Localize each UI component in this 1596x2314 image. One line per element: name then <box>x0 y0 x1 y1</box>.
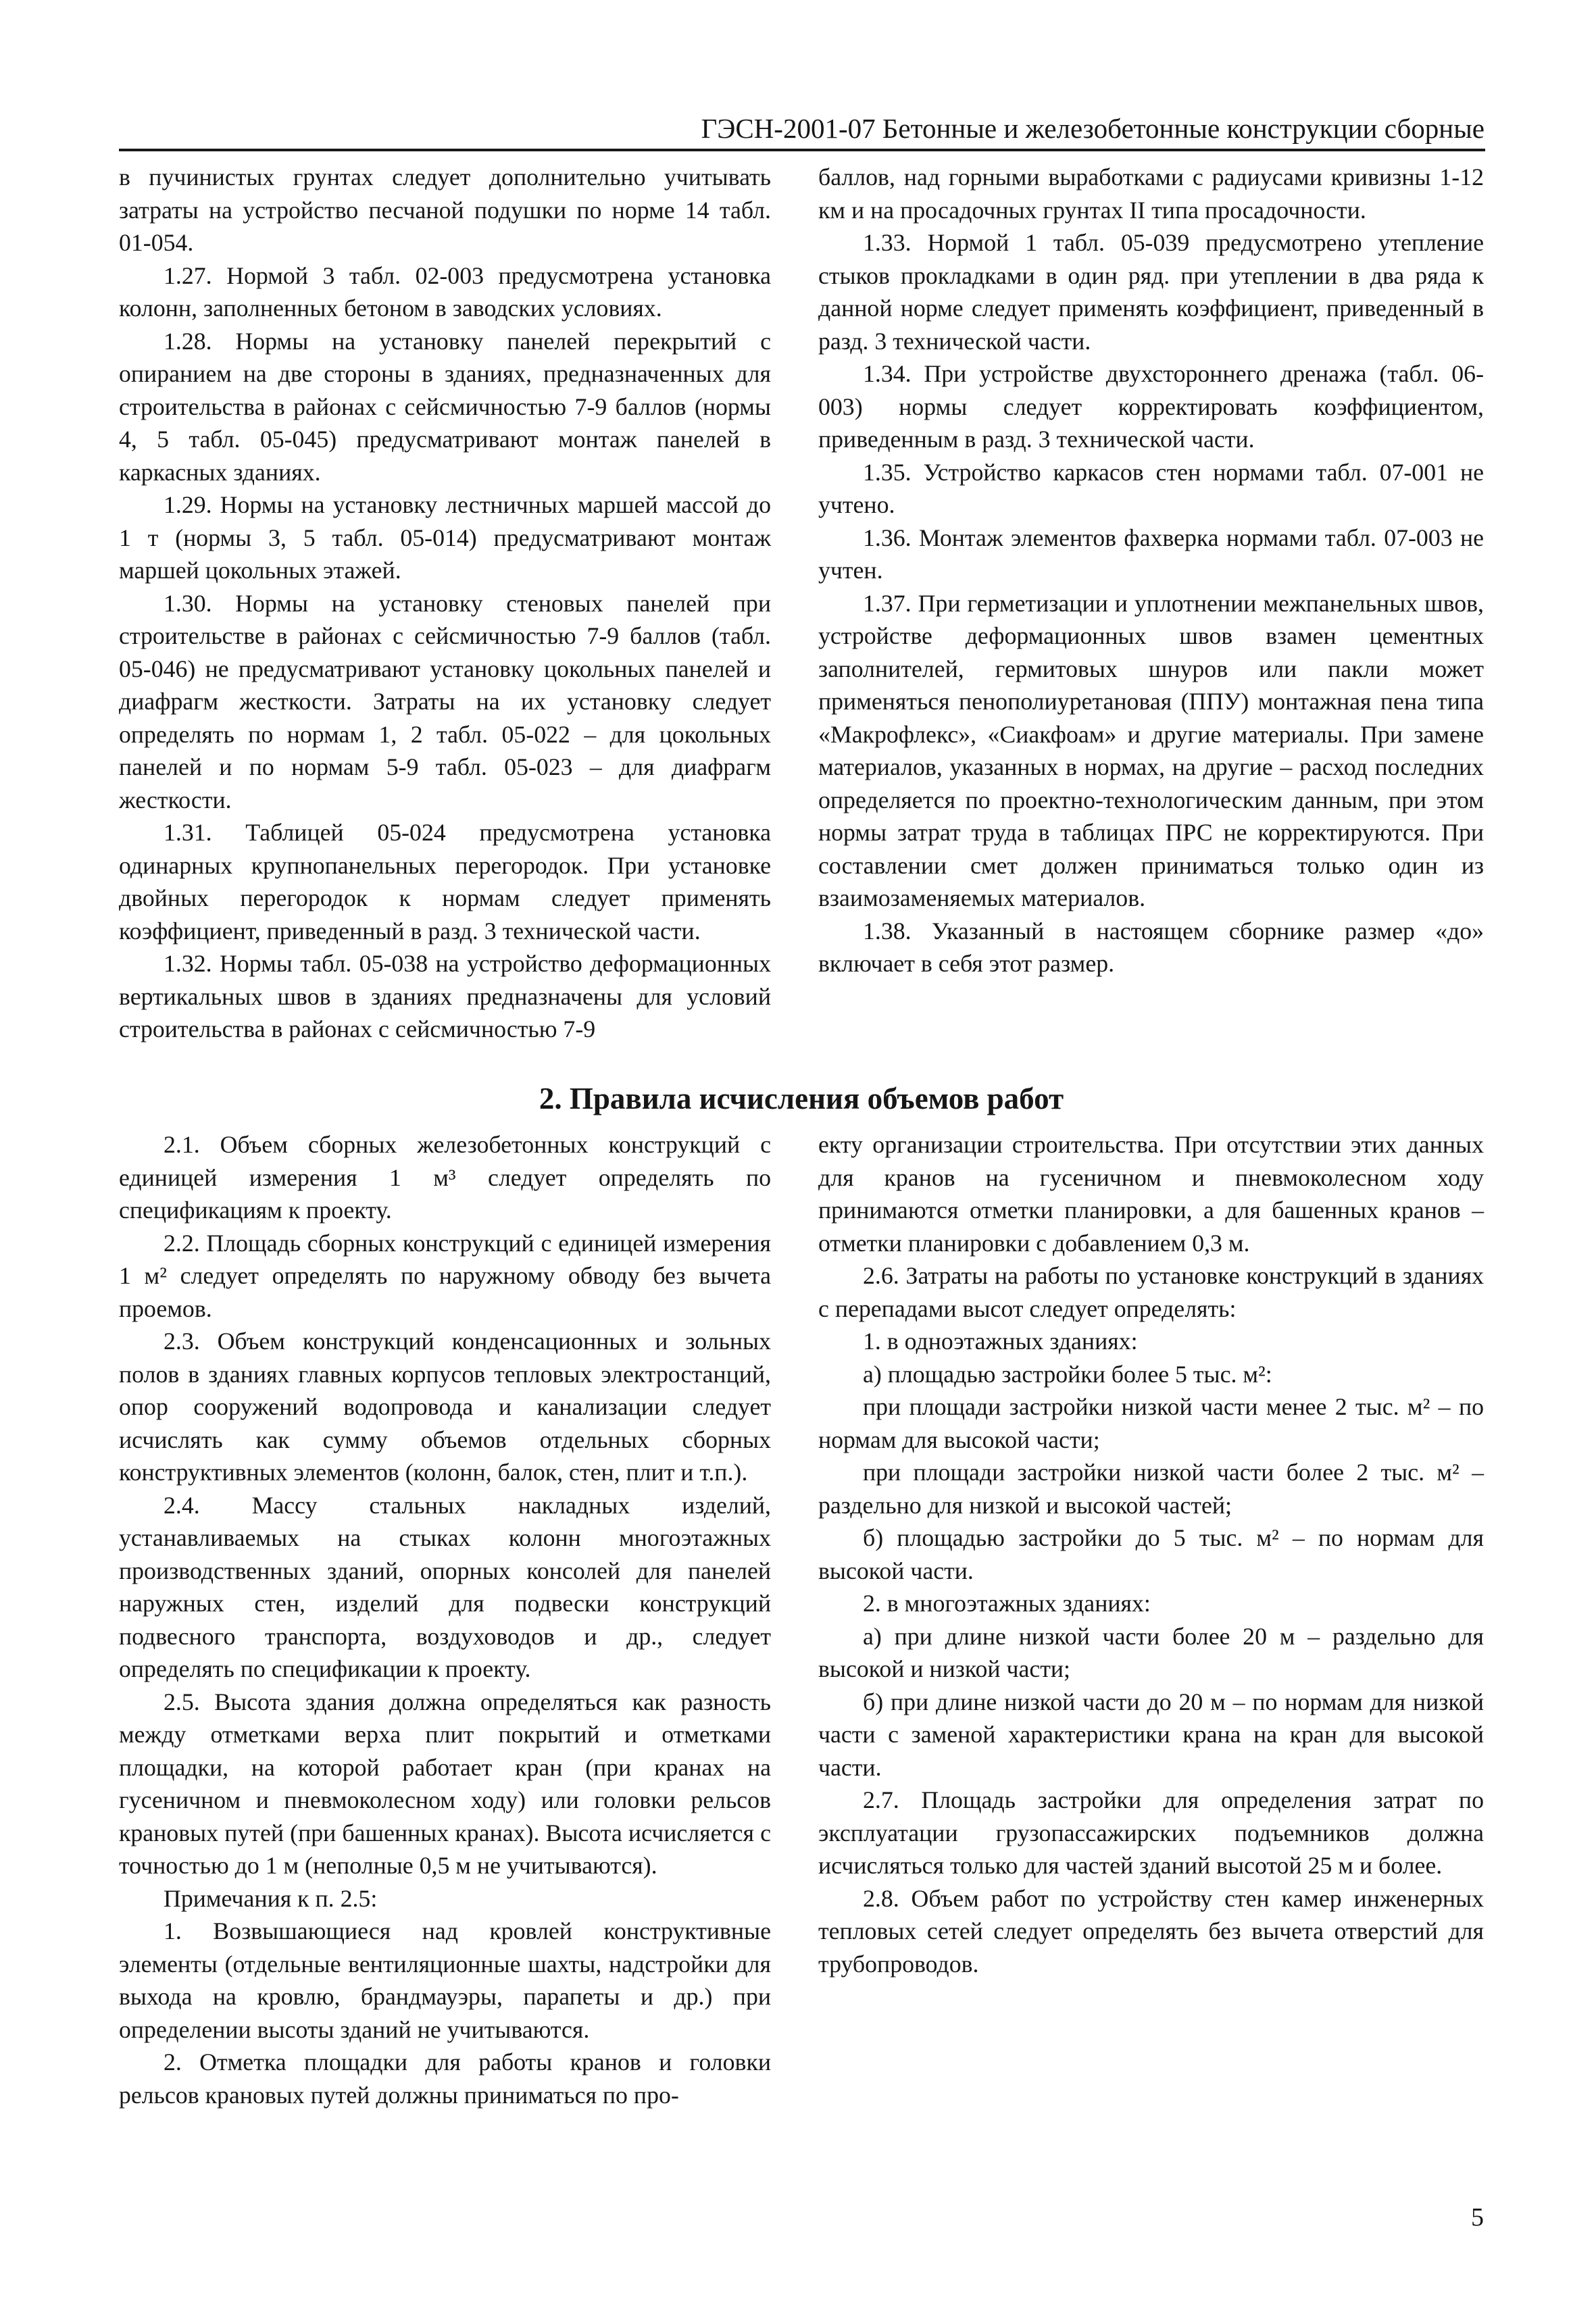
paragraph-2-2: 2.2. Площадь сборных конструкций с единицей измерения 1 м² следует определять по наружному обводу без вычета проемов. <box>119 1229 771 1322</box>
running-header: ГЭСН-2001-07 Бетонные и железобетонные конструкции сборные <box>701 113 1485 144</box>
paragraph-1-36: 1.36. Монтаж элементов фахверка нормами табл. 07-003 не учтен. <box>818 524 1484 584</box>
notes-heading: Примечания к п. 2.5: <box>164 1884 378 1912</box>
paragraph-1-27: 1.27. Нормой 3 табл. 02-003 предусмотрена установка колонн, заполненных бетоном в заводских условиях. <box>119 261 771 322</box>
paragraph-1-38: 1.38. Указанный в настоящем сборнике размер «до» включает в себя этот размер. <box>818 917 1484 977</box>
paragraph-2-1: 2.1. Объем сборных железобетонных конструкций с единицей измерения 1 м³ следует определять по спецификациям к проекту. <box>119 1131 771 1224</box>
paragraph-2-3: 2.3. Объем конструкций конденсационных и зольных полов в зданиях главных корпусов тепловых электростанций, опор сооружений водопровода и канализации следует исчислять как сумму объемов отдельных сборных конструктивных элементов (колонн, балок, стен, плит и т.п.). <box>119 1328 771 1486</box>
page-number: 5 <box>1471 2203 1484 2232</box>
paragraph-1-34: 1.34. При устройстве двухстороннего дренажа (табл. 06-003) нормы следует корректировать коэффициентом, приведенным в разд. 3 технической части. <box>818 360 1484 453</box>
paragraph-1-28: 1.28. Нормы на установку панелей перекрытий с опиранием на две стороны в зданиях, предназначенных для строительства в районах с сейсмичностью 7-9 баллов (нормы 4, 5 табл. 05-045) предусматривают монтаж панелей в каркасных зданиях. <box>119 327 771 486</box>
header-rule <box>119 149 1485 151</box>
paragraph-2-8: 2.8. Объем работ по устройству стен камер инженерных тепловых сетей следует определять без вычета отверстий для трубопроводов. <box>818 1884 1484 1978</box>
item-multi-storey: 2. в многоэтажных зданиях: <box>863 1590 1151 1617</box>
top-right-column <box>818 161 1484 980</box>
paragraph-1-29: 1.29. Нормы на установку лестничных маршей массой до 1 т (нормы 3, 5 табл. 05-014) предусматривают монтаж маршей цокольных этажей. <box>119 491 771 584</box>
section-title: 2. Правила исчисления объемов работ <box>539 1082 1064 1115</box>
paragraph-1-31: 1.31. Таблицей 05-024 предусмотрена установка одинарных крупнопанельных перегородок. При установке двойных перегородок к нормам следует применять коэффициент, приведенный в разд. 3 технической части. <box>119 819 771 945</box>
paragraph-2-5: 2.5. Высота здания должна определяться как разность между отметками верха плит покрытий и отметками площадки, на которой работает кран (при кранах на гусеничном и пневмоколесном ходу) или головки рельсов крановых путей (при башенных кранах). Высота исчисляется с точностью до 1 м (неполные 0,5 м не учитываются). <box>119 1688 771 1879</box>
paragraph-1-32: 1.32. Нормы табл. 05-038 на устройство деформационных вертикальных швов в зданиях предназначены для условий строительства в районах с сейсмичностью 7-9 <box>119 950 771 1042</box>
paragraph-1-35: 1.35. Устройство каркасов стен нормами табл. 07-001 не учтено. <box>818 458 1484 518</box>
paragraph-2-7: 2.7. Площадь застройки для определения затрат по эксплуатации грузопассажирских подъемников должна исчисляться только для частей зданий высотой 25 м и более. <box>818 1786 1484 1879</box>
item-a-area-over-5k: а) площадью застройки более 5 тыс. м²: <box>863 1360 1272 1388</box>
paragraph-1-32-continuation: баллов, над горными выработками с радиусами кривизны 1-12 км и на просадочных грунтах II типа просадочности. <box>818 164 1484 224</box>
top-left-column <box>119 161 771 1046</box>
item-b-length-up-to-20m: б) при длине низкой части до 20 м – по нормам для низкой части с заменой характеристики крана на кран для высокой части. <box>818 1688 1484 1781</box>
paragraph-continuation: в пучинистых грунтах следует дополнительно учитывать затраты на устройство песчаной подушки по норме 14 табл. 01-054. <box>119 164 771 256</box>
item-low-part-over-2k: при площади застройки низкой части более 2 тыс. м² – раздельно для низкой и высокой частей; <box>818 1459 1484 1519</box>
paragraph-2-6: 2.6. Затраты на работы по установке конструкций в зданиях с перепадами высот следует определять: <box>818 1262 1484 1322</box>
paragraph-1-33: 1.33. Нормой 1 табл. 05-039 предусмотрено утепление стыков прокладками в один ряд. при утеплении в два ряда к данной норме следует применять коэффициент, приведенный в разд. 3 технической части. <box>818 229 1484 355</box>
paragraph-1-37: 1.37. При герметизации и уплотнении межпанельных швов, устройстве деформационных швов взамен цементных заполнителей, гермитовых шнуров или пакли может применяться пенополиуретановая (ППУ) монтажная пена типа «Макрофлекс», «Сиакфоам» и другие материалы. При замене материалов, указанных в нормах, на другие – расход последних определяется по проектно-технологическим данным, при этом нормы затрат труда в таблицах ПРС не корректируются. При составлении смет должен приниматься только один из взаимозаменяемых материалов. <box>818 589 1484 911</box>
bottom-right-column <box>818 1128 1484 1980</box>
paragraph-1-30: 1.30. Нормы на установку стеновых панелей при строительстве в районах с сейсмичностью 7-9 баллов (табл. 05-046) не предусматривают установку цокольных панелей и диафрагм жесткости. Затраты на их установку следует определять по нормам 1, 2 табл. 05-022 – для цокольных панелей и по нормам 5-9 табл. 05-023 – для диафрагм жесткости. <box>119 589 771 813</box>
note-2-continuation: екту организации строительства. При отсутствии этих данных для кранов на гусеничном и пневмоколесном ходу принимаются отметки планировки, а для башенных кранов – отметки планировки с добавлением 0,3 м. <box>818 1131 1484 1257</box>
item-a-length-over-20m: а) при длине низкой части более 20 м – раздельно для высокой и низкой части; <box>818 1622 1484 1682</box>
item-low-part-under-2k: при площади застройки низкой части менее 2 тыс. м² – по нормам для высокой части; <box>818 1393 1484 1453</box>
bottom-left-column <box>119 1128 771 2111</box>
paragraph-2-4: 2.4. Массу стальных накладных изделий, устанавливаемых на стыках колонн многоэтажных производственных зданий, опорных консолей для панелей наружных стен, изделий для подвески конструкций подвесного транспорта, воздуховодов и др., следует определять по спецификации к проекту. <box>119 1491 771 1682</box>
item-b-area-up-to-5k: б) площадью застройки до 5 тыс. м² – по нормам для высокой части. <box>818 1524 1484 1584</box>
note-2: 2. Отметка площадки для работы кранов и головки рельсов крановых путей должны приниматься по про- <box>119 2048 771 2109</box>
note-1: 1. Возвышающиеся над кровлей конструктивные элементы (отдельные вентиляционные шахты, надстройки для выхода на кровлю, брандмауэры, парапеты и др.) при определении высоты зданий не учитываются. <box>119 1917 771 2043</box>
item-single-storey: 1. в одноэтажных зданиях: <box>863 1328 1138 1355</box>
